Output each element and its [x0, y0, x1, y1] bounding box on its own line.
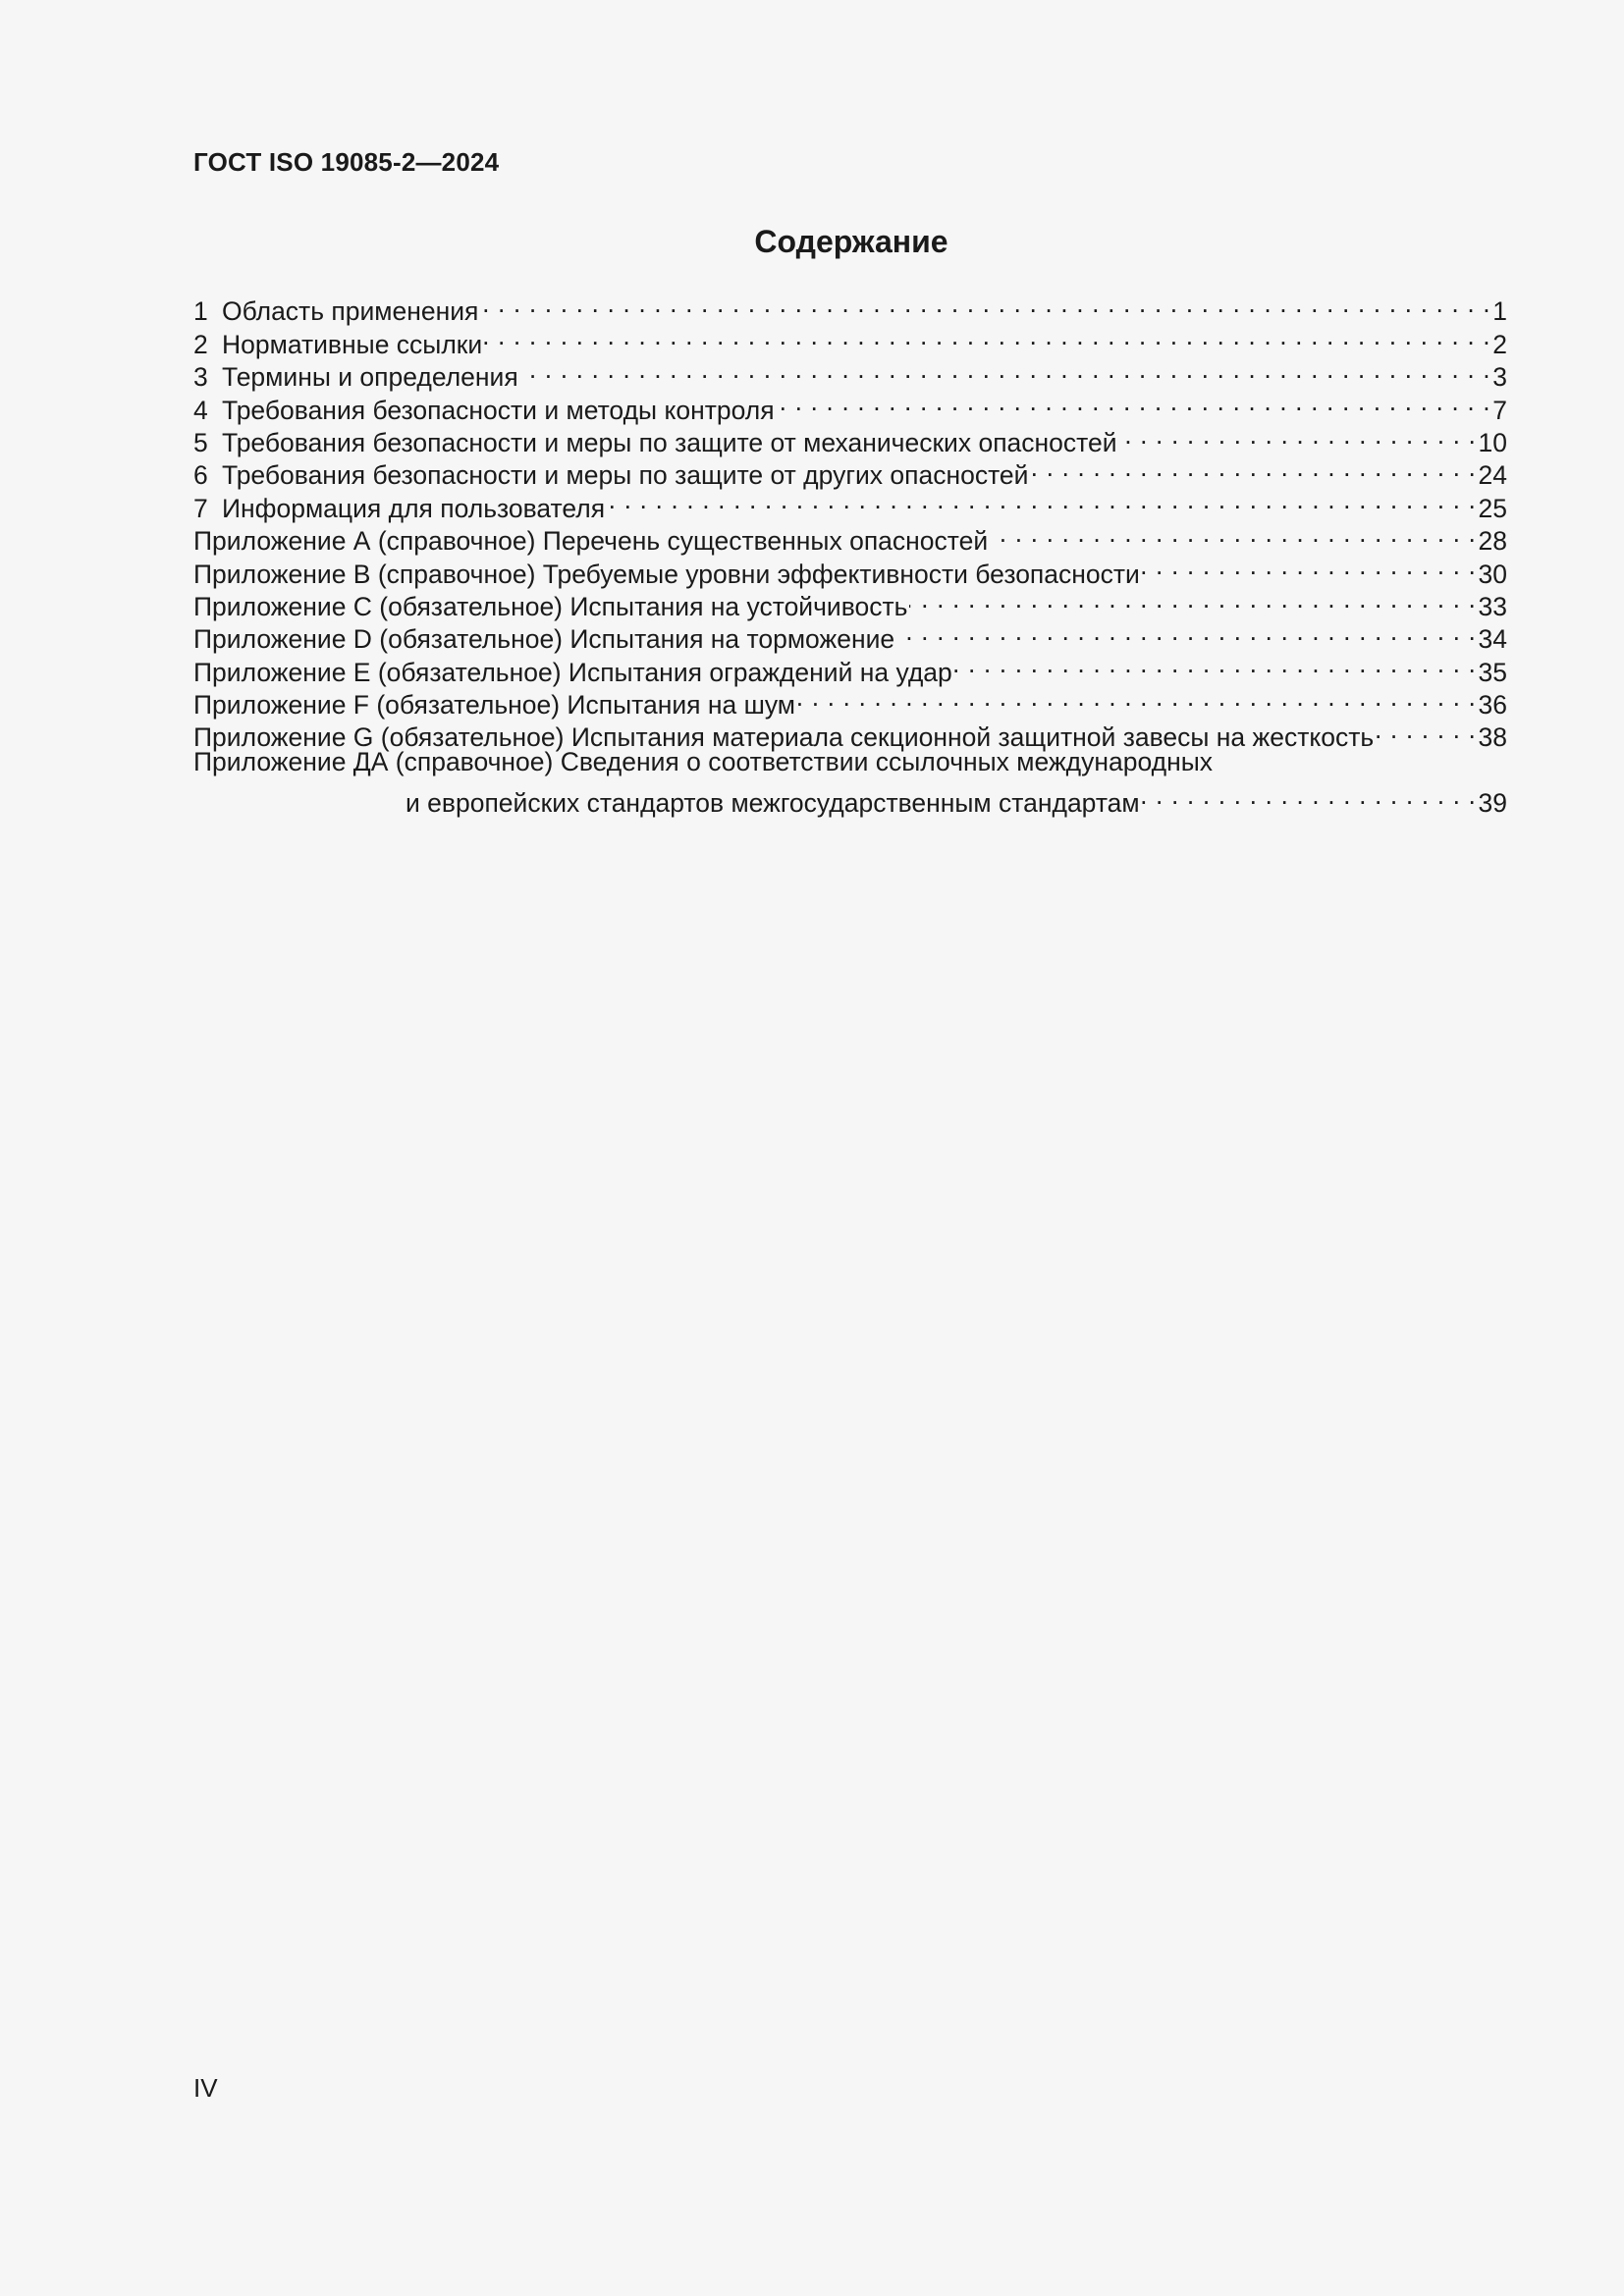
toc-leader-dots — [607, 484, 1476, 516]
toc-leader-dots — [484, 320, 1490, 352]
toc-item-label: Приложение Е (обязательное) Испытания ограждений на удар — [193, 657, 952, 687]
toc-item-label: Приложение G (обязательное) Испытания материала секционной защитной завесы на жесткость — [193, 722, 1375, 753]
toc-item-label-continuation: и европейских стандартов межгосударственным стандартам — [406, 788, 1140, 819]
toc-item-page: 33 — [1478, 591, 1507, 621]
toc-leader-dots — [1376, 714, 1476, 746]
toc-leader-dots — [1030, 452, 1476, 484]
toc-item-page: 34 — [1478, 624, 1507, 655]
toc-item-label: Приложение D (обязательное) Испытания на торможение — [193, 624, 895, 655]
toc-item-label: Приложение ДА (справочное) Сведения о соответствии ссылочных международных — [193, 747, 1214, 777]
toc-item-page: 36 — [1478, 690, 1507, 721]
toc-item — [193, 288, 1507, 327]
toc-item-page: 10 — [1478, 427, 1507, 457]
toc-item-number: 4 — [193, 395, 208, 425]
toc-item-page: 25 — [1478, 493, 1507, 523]
toc-item-number: 5 — [193, 427, 208, 457]
toc-item-label: Нормативные ссылки — [222, 329, 483, 359]
toc-item-page: 7 — [1492, 395, 1507, 425]
toc-title: Содержание — [754, 224, 948, 259]
table-of-contents — [193, 288, 1507, 819]
toc-item-number: 2 — [193, 329, 208, 359]
toc-item-label: Приложение F (обязательное) Испытания на шум — [193, 690, 796, 721]
toc-item-label: Требования безопасности и методы контроля — [222, 395, 775, 425]
toc-item-label: Термины и определения — [222, 362, 518, 393]
toc-item-number: 1 — [193, 296, 208, 327]
page-number: IV — [193, 2073, 218, 2103]
toc-item-page: 2 — [1492, 329, 1507, 359]
toc-leader-dots — [1119, 419, 1477, 452]
toc-item-label: Требования безопасности и меры по защите от механических опасностей — [222, 427, 1117, 457]
toc-leader-dots — [777, 386, 1491, 418]
toc-leader-dots — [797, 681, 1477, 714]
toc-leader-dots — [1142, 550, 1477, 582]
toc-item-page: 35 — [1478, 657, 1507, 687]
toc-item-label: Требования безопасности и меры по защите от других опасностей — [222, 460, 1029, 491]
toc-leader-dots — [909, 583, 1476, 615]
document-code: ГОСТ ISO 19085-2—2024 — [193, 147, 500, 177]
toc-item-label: Приложение А (справочное) Перечень существенных опасностей — [193, 526, 989, 557]
toc-leader-dots — [990, 517, 1476, 550]
toc-item-page: 38 — [1478, 722, 1507, 753]
toc-leader-dots — [480, 288, 1490, 320]
toc-annex-item-line2 — [193, 779, 1507, 819]
toc-item-label: Область применения — [222, 296, 479, 327]
toc-item-page: 24 — [1478, 460, 1507, 491]
toc-item-number: 3 — [193, 362, 208, 393]
toc-item-page: 3 — [1492, 362, 1507, 393]
toc-leader-dots — [896, 615, 1476, 648]
toc-leader-dots — [954, 648, 1477, 680]
toc-item-label: Приложение С (обязательное) Испытания на устойчивость — [193, 591, 908, 621]
toc-leader-dots — [520, 353, 1491, 386]
toc-item-page: 28 — [1478, 526, 1507, 557]
toc-item-label: Приложение В (справочное) Требуемые уровни эффективности безопасности — [193, 559, 1140, 589]
toc-item-page: 1 — [1492, 296, 1507, 327]
toc-item-number: 7 — [193, 493, 208, 523]
toc-item-number: 6 — [193, 460, 208, 491]
toc-item-page: 30 — [1478, 559, 1507, 589]
toc-leader-dots — [1142, 779, 1477, 812]
toc-item-label: Информация для пользователя — [222, 493, 606, 523]
toc-item-page: 39 — [1478, 788, 1507, 819]
